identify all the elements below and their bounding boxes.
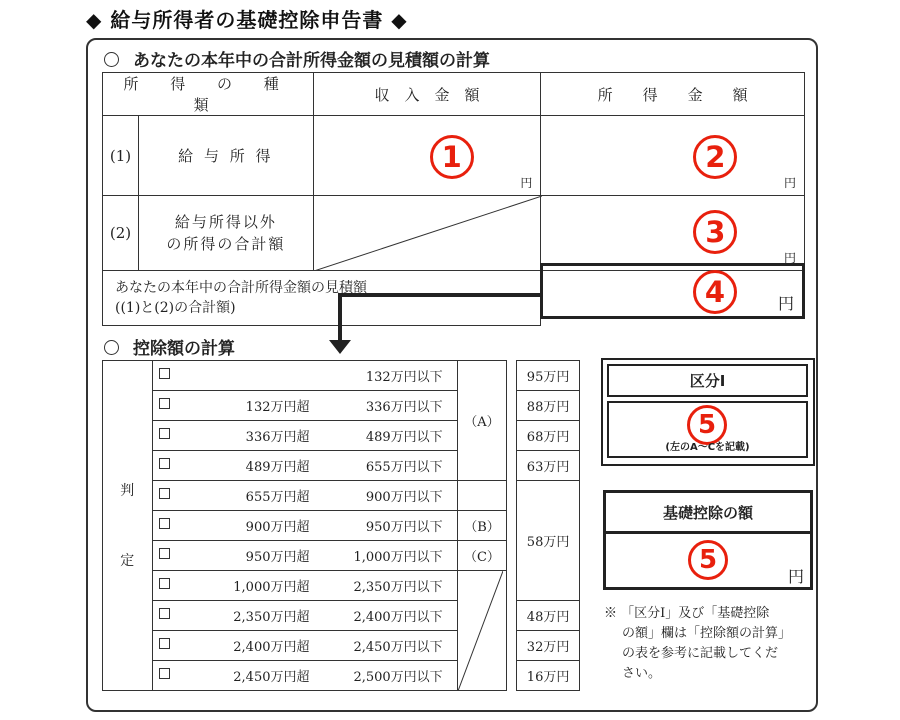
range-over: 655万円超 — [176, 481, 319, 511]
deduction-section-heading — [104, 334, 235, 359]
range-under: 950万円以下 — [320, 511, 458, 541]
note-line: の額」欄は「控除額の計算」 — [622, 626, 792, 641]
col-header-type: 所 得 の 種 類 — [103, 73, 314, 116]
deduction-amount: 16万円 — [517, 661, 580, 691]
kubun-box — [601, 358, 815, 466]
row-number: (2) — [103, 196, 139, 271]
circle-bullet-icon — [104, 340, 119, 355]
checkbox[interactable] — [152, 391, 176, 421]
circle-bullet-icon — [104, 52, 119, 67]
footnote — [604, 604, 814, 684]
checkbox[interactable] — [152, 571, 176, 601]
judgement-char-2: 定 — [120, 552, 135, 569]
marker-circle-4: 4 — [693, 270, 737, 314]
range-under: 1,000万円以下 — [320, 541, 458, 571]
note-line: 「区分Ⅰ」及び「基礎控除 — [621, 606, 770, 621]
yen-unit: 円 — [783, 251, 796, 265]
range-over: 2,450万円超 — [176, 661, 319, 691]
kiso-input[interactable] — [606, 534, 810, 590]
marker-circle-1: 1 — [430, 135, 474, 179]
row-number: (1) — [103, 116, 139, 196]
other-income-label — [138, 196, 313, 271]
col-header-amount: 所 得 金 額 — [541, 73, 805, 116]
range-under: 2,350万円以下 — [320, 571, 458, 601]
salary-income-input[interactable] — [313, 116, 541, 196]
diagonal-cell — [313, 196, 541, 271]
total-amount-input[interactable] — [540, 263, 805, 319]
judgement-label — [103, 361, 153, 691]
deduction-amount: 95万円 — [517, 361, 580, 391]
checkbox[interactable] — [152, 481, 176, 511]
yen-unit: 円 — [787, 567, 804, 586]
other-income-label-line1: 給与所得以外 — [174, 213, 277, 231]
range-over: 132万円超 — [176, 391, 319, 421]
kubun-title: 区分Ⅰ — [607, 364, 808, 397]
total-label-line2: ((1)と(2)の合計額) — [115, 300, 236, 316]
other-amount-input[interactable] — [541, 196, 805, 271]
deduction-amount: 68万円 — [517, 421, 580, 451]
range-over: 1,000万円超 — [176, 571, 319, 601]
kiso-box — [603, 490, 813, 590]
deduction-amount: 32万円 — [517, 631, 580, 661]
range-under: 2,450万円以下 — [320, 631, 458, 661]
judgement-char-1: 判 — [120, 482, 135, 499]
note-line: さい。 — [622, 666, 662, 681]
income-section-heading — [104, 46, 490, 71]
salary-amount-input[interactable] — [541, 116, 805, 196]
form-title: ◆ 給与所得者の基礎控除申告書 ◆ — [86, 8, 408, 32]
checkbox[interactable] — [152, 451, 176, 481]
deduction-table — [102, 360, 580, 691]
range-under: 336万円以下 — [320, 391, 458, 421]
range-over: 2,350万円超 — [176, 601, 319, 631]
deduction-amount: 58万円 — [517, 481, 580, 601]
checkbox[interactable] — [152, 361, 176, 391]
range-over: 950万円超 — [176, 541, 319, 571]
diagonal-cell — [457, 571, 507, 691]
yen-unit: 円 — [520, 176, 533, 190]
range-under: 2,400万円以下 — [320, 601, 458, 631]
checkbox[interactable] — [152, 511, 176, 541]
kiso-title: 基礎控除の額 — [606, 493, 810, 534]
deduction-amount: 88万円 — [517, 391, 580, 421]
checkbox[interactable] — [152, 541, 176, 571]
category-b: （B） — [457, 511, 507, 541]
checkbox[interactable] — [152, 661, 176, 691]
range-over: 2,400万円超 — [176, 631, 319, 661]
range-under: 900万円以下 — [320, 481, 458, 511]
checkbox[interactable] — [152, 421, 176, 451]
range-under: 132万円以下 — [320, 361, 458, 391]
marker-circle-3: 3 — [693, 210, 737, 254]
marker-circle-5: 5 — [688, 540, 728, 580]
range-under: 2,500万円以下 — [320, 661, 458, 691]
category-c: （C） — [457, 541, 507, 571]
range-over — [176, 361, 319, 391]
yen-unit: 円 — [777, 294, 794, 313]
deduction-heading-text: 控除額の計算 — [133, 339, 235, 359]
marker-circle-5: 5 — [687, 405, 727, 445]
range-under: 489万円以下 — [320, 421, 458, 451]
marker-circle-2: 2 — [693, 135, 737, 179]
note-line: の表を参考に記載してくだ — [622, 646, 779, 661]
range-over: 336万円超 — [176, 421, 319, 451]
yen-unit: 円 — [783, 176, 796, 190]
checkbox[interactable] — [152, 631, 176, 661]
total-label-line1: あなたの本年中の合計所得金額の見積額 — [115, 280, 367, 296]
range-under: 655万円以下 — [320, 451, 458, 481]
arrow-down-icon — [326, 290, 556, 360]
kubun-input[interactable] — [607, 401, 808, 458]
other-income-label-line2: の所得の合計額 — [166, 235, 286, 253]
kubun-note: (左のA～Cを記載) — [665, 442, 750, 453]
deduction-amount: 48万円 — [517, 601, 580, 631]
range-over: 489万円超 — [176, 451, 319, 481]
diagonal-line — [314, 196, 542, 271]
note-mark: ※ — [604, 606, 618, 621]
category-a: （A） — [457, 361, 507, 481]
diagonal-line — [458, 571, 503, 691]
deduction-amount: 63万円 — [517, 451, 580, 481]
salary-income-label: 給 与 所 得 — [138, 116, 313, 196]
range-over: 900万円超 — [176, 511, 319, 541]
checkbox[interactable] — [152, 601, 176, 631]
col-header-income: 収 入 金 額 — [313, 73, 541, 116]
income-heading-text: あなたの本年中の合計所得金額の見積額の計算 — [133, 51, 490, 71]
